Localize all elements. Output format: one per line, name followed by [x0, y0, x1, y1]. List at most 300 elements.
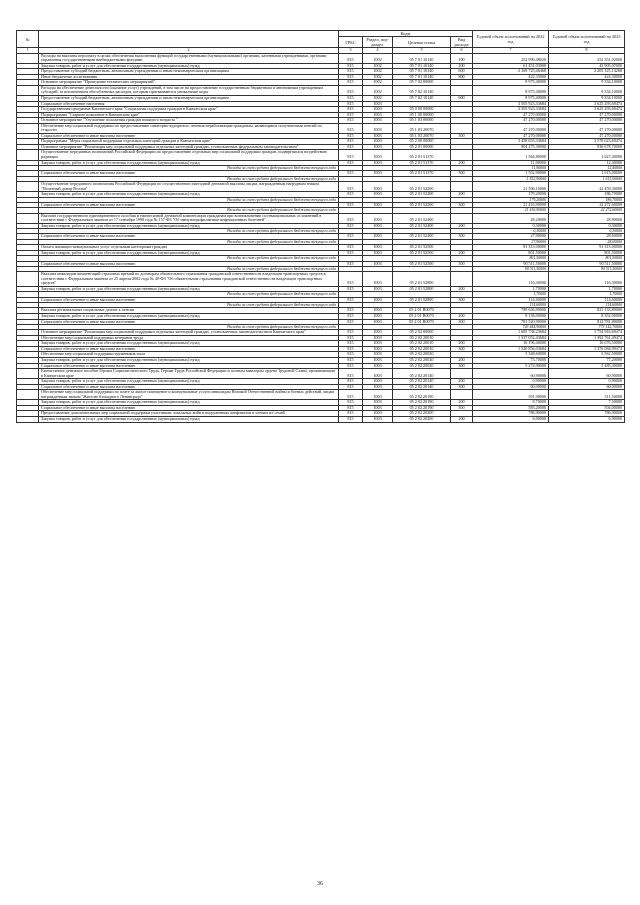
row-name: Основное мероприятие "Реализация мер социальной поддержки отдельных категорий граждан, установленных законодательством Камчатского края" [39, 330, 339, 336]
row-name: Социальное обеспечение и иные выплаты населению [39, 261, 339, 267]
row-section: 1003 [363, 150, 393, 160]
row-amount-2023: 511,50000 [549, 390, 625, 400]
row-name: Осуществление переданного полномочия Российской Федерации по осуществлению ежегодной денежной выплаты лицам, награжденным нагрудным знаком "Почетный донор России" [39, 182, 339, 192]
row-section: 1003 [363, 319, 393, 325]
row-amount-2023: 12,40000 [549, 166, 625, 171]
row-target: 05 2 00 00000 [393, 139, 451, 145]
row-target: 05 2 02 20140 [393, 379, 451, 385]
row-amount-2022: 47 270,00000 [473, 123, 549, 133]
row-exp-type [451, 272, 473, 287]
row-grbs: 815 [339, 69, 363, 75]
row-amount-2022: 786,90000 [473, 411, 549, 417]
row-amount-2023: 821 133,80000 [549, 308, 625, 314]
header-amount-2023: Годовой объем ассигнований на 2023 год [549, 31, 625, 48]
row-amount-2023: 424,30000 [549, 74, 625, 80]
row-name: Расходы за счет средств федерального бюджета текущего года [39, 197, 339, 202]
row-amount-2023: 3 625 293,69474 [549, 107, 625, 113]
row-exp-type [451, 213, 473, 223]
row-target: 05 1 03 00000 [393, 118, 451, 124]
row-grbs: 815 [339, 379, 363, 385]
row-section: 1003 [363, 272, 393, 287]
row-grbs: 815 [339, 341, 363, 347]
row-target: 05 7 01 10140 [393, 74, 451, 80]
header-section: Раздел, под-раздел [363, 37, 393, 48]
column-index: 5 [393, 48, 451, 54]
row-amount-2023: 504,00000 [549, 405, 625, 411]
row-amount-2023: 786,90000 [549, 411, 625, 417]
row-amount-2023: 6,90000 [549, 417, 625, 423]
row-amount-2023: 47 270,00000 [549, 133, 625, 139]
row-amount-2023: 28,90000 [549, 213, 625, 223]
row-name: Предоставление дополнительных мер социальной поддержки участникам локальных войн и вооруженных конфликтов и членам их семей [39, 411, 339, 417]
column-index: 1 [17, 48, 39, 54]
row-exp-type: 300 [451, 297, 473, 303]
row-amount-2022: 801,50000 [473, 250, 549, 256]
row-amount-2022: 6,90000 [473, 417, 549, 423]
row-exp-type [451, 85, 473, 95]
row-section: 1003 [363, 261, 393, 267]
row-section: 1003 [363, 357, 393, 363]
row-amount-2023: 186,70000 [549, 197, 625, 202]
table-row [17, 369, 625, 379]
row-name: Закупка товаров, работ и услуг для обеспечения государственных (муниципальных) нужд [39, 400, 339, 406]
row-exp-type: 800 [451, 74, 473, 80]
row-amount-2022: 1 552,90000 [473, 176, 549, 181]
row-target: 05 2 01 51370 [393, 160, 451, 166]
row-amount-2022: 8 975,40000 [473, 95, 549, 101]
row-name: Выплата инвалидам компенсаций страховых премий по договорам обязательного страхования гражданской ответственности владельцев транспортных средств в соответствии с Федеральным законом от 25 апреля 2002 года № 40-ФЗ "Об обязательном страховании гражданской ответственности владельцев транспортных средств" [39, 272, 339, 287]
header-num: № [17, 31, 39, 48]
row-name: Расходы за счет средств федерального бюджета текущего года [39, 325, 339, 330]
row-amount-2023: 773 142,70000 [549, 325, 625, 330]
row-target: 05 2 02 20020 [393, 357, 451, 363]
row-section: 1003 [363, 234, 393, 240]
row-amount-2022: 91 313,00000 [473, 245, 549, 251]
row-target: 05 0 00 00000 [393, 107, 451, 113]
row-amount-2022: 1,70000 [473, 286, 549, 292]
row-section: 1003 [363, 101, 393, 107]
row-amount-2022: 591,90000 [473, 390, 549, 400]
row-exp-type: 200 [451, 357, 473, 363]
row-amount-2022: 5 348,60000 [473, 352, 549, 358]
row-amount-2022: 743 444,90000 [473, 325, 549, 330]
row-exp-type: 300 [451, 261, 473, 267]
row-exp-type [451, 369, 473, 379]
row-target: 05 7 01 10140 [393, 69, 451, 75]
row-amount-2022: 1 320 856,03684 [473, 346, 549, 352]
row-amount-2022: 1 685 738,23684 [473, 330, 549, 336]
header-exp-type: Вид расхода [451, 37, 473, 48]
page-number: 36 [317, 881, 323, 887]
row-name: Закупка товаров, работ и услуг для обеспечения государственных (муниципальных) нужд [39, 313, 339, 319]
row-section: 1003 [363, 417, 393, 423]
row-grbs: 815 [339, 144, 363, 150]
row-amount-2023: 2 205 125,14268 [549, 69, 625, 75]
row-section: 1002 [363, 95, 393, 101]
row-section: 1003 [363, 308, 393, 314]
row-target: 05 2 01 R0070 [393, 313, 451, 319]
row-grbs: 815 [339, 308, 363, 314]
row-target: 05 2 02 20190 [393, 400, 451, 406]
row-name: Предоставление субсидий бюджетным, автономным учреждениям и иным некоммерческим организациям [39, 95, 339, 101]
row-exp-type: 100 [451, 53, 473, 63]
row-name: Социальное обеспечение и иные выплаты населению [39, 405, 339, 411]
row-exp-type: 300 [451, 319, 473, 325]
row-section: 1003 [363, 379, 393, 385]
row-target: 05 2 01 52400 [393, 223, 451, 229]
table-row [17, 272, 625, 287]
row-amount-2023: 12,40000 [549, 160, 625, 166]
row-name: Обеспечение мер социальной поддержки по предоставлению санаторно-курортного лечения неработающим гражданам, являющимся получателями пенсий по старости [39, 123, 339, 133]
row-section: 1002 [363, 74, 393, 80]
row-amount-2023: 47 270,00000 [549, 112, 625, 118]
row-name: Социальное обеспечение и иные выплаты населению [39, 346, 339, 352]
table-row [17, 213, 625, 223]
row-amount-2022: 90 511,50000 [473, 267, 549, 272]
row-amount-2023: 9 334,10000 [549, 85, 625, 95]
row-amount-2022: 21 416,90000 [473, 208, 549, 213]
row-target: 05 2 01 52400 [393, 234, 451, 240]
row-number [17, 182, 39, 192]
row-amount-2023: 1 754 916,69474 [549, 330, 625, 336]
row-grbs: 815 [339, 101, 363, 107]
row-target: 05 2 01 52500 [393, 261, 451, 267]
row-amount-2023: 90 511,50000 [549, 261, 625, 267]
row-target: 05 2 01 R0070 [393, 308, 451, 314]
row-name: Выплата региональных социальных доплат к пенсии [39, 308, 339, 314]
row-grbs: 815 [339, 245, 363, 251]
row-target: 05 2 01 R0070 [393, 319, 451, 325]
row-exp-type: 200 [451, 160, 473, 166]
row-grbs: 815 [339, 133, 363, 139]
row-amount-2022: 8,70000 [473, 400, 549, 406]
row-number [17, 123, 39, 133]
row-section: 1002 [363, 85, 393, 95]
row-name: Расходы за счет средств федерального бюджета текущего года [39, 292, 339, 297]
row-amount-2023: 5 485,30000 [549, 363, 625, 369]
row-grbs: 815 [339, 53, 363, 63]
row-name: Расходы за счет средств федерального бюджета текущего года [39, 256, 339, 261]
column-index: 3 [339, 48, 363, 54]
row-exp-type: 300 [451, 171, 473, 177]
row-grbs: 815 [339, 171, 363, 177]
row-amount-2022: 11,90000 [473, 160, 549, 166]
row-target: 05 2 02 20200 [393, 411, 451, 417]
row-exp-type: 300 [451, 405, 473, 411]
column-index: 4 [363, 48, 393, 54]
header-row-1 [17, 31, 625, 37]
row-amount-2022: 16 196,40000 [473, 341, 549, 347]
row-grbs: 815 [339, 369, 363, 379]
table-body [17, 53, 625, 422]
row-amount-2023: 1 376 084,99474 [549, 346, 625, 352]
row-grbs: 815 [339, 313, 363, 319]
row-amount-2022: 61 451,03000 [473, 63, 549, 69]
row-amount-2022: 11,90000 [473, 166, 549, 171]
row-target: 05 2 02 20020 [393, 363, 451, 369]
row-grbs: 815 [339, 400, 363, 406]
row-amount-2023: 9 334,10000 [549, 80, 625, 86]
row-amount-2022: 8 975,40000 [473, 85, 549, 95]
row-exp-type: 200 [451, 400, 473, 406]
row-amount-2022: 47 270,00000 [473, 133, 549, 139]
row-grbs: 815 [339, 85, 363, 95]
row-name: Закупка товаров, работ и услуг для обеспечения государственных (муниципальных) нужд [39, 223, 339, 229]
row-target: 05 1 00 00000 [393, 112, 451, 118]
row-section: 1003 [363, 107, 393, 113]
row-section: 1003 [363, 341, 393, 347]
row-grbs: 815 [339, 192, 363, 198]
row-section: 1003 [363, 411, 393, 417]
row-exp-type: 200 [451, 192, 473, 198]
row-exp-type: 300 [451, 363, 473, 369]
row-name: Расходы на обеспечение деятельности (оказание услуг) учреждений, в том числе на предоставление государственным бюджетным и автономным учреждениям субсидий, за исключением обособленных расходов, которым присваиваются уникальные коды [39, 85, 339, 95]
row-name: Закупка товаров, работ и услуг для обеспечения государственных (муниципальных) нужд [39, 417, 339, 423]
row-amount-2022: 801,50000 [473, 256, 549, 261]
row-amount-2022: 904 275,30000 [473, 144, 549, 150]
row-section: 1003 [363, 213, 393, 223]
column-index: 2 [39, 48, 339, 54]
header-name-blank [39, 31, 339, 48]
row-name: Предоставление субсидий бюджетным, автономным учреждениям и иным некоммерческим организациям [39, 69, 339, 75]
row-target: 05 2 01 52200 [393, 202, 451, 208]
row-amount-2023: 28,60000 [549, 234, 625, 240]
row-section: 1003 [363, 313, 393, 319]
row-section: 1003 [363, 335, 393, 341]
row-name: Расходы за счет средств федерального бюджета текущего года [39, 267, 339, 272]
row-section: 1003 [363, 250, 393, 256]
row-grbs: 815 [339, 405, 363, 411]
row-section: 1003 [363, 363, 393, 369]
row-amount-2023: 801,50000 [549, 250, 625, 256]
row-target: 05 7 02 10140 [393, 85, 451, 95]
row-amount-2022: 179,20000 [473, 192, 549, 198]
row-section: 1003 [363, 202, 393, 208]
row-grbs: 815 [339, 390, 363, 400]
header-amount-2022: Годовой объем ассигнований на 2022 год [473, 31, 549, 48]
row-number [17, 150, 39, 160]
row-exp-type: 600 [451, 95, 473, 101]
row-amount-2023: 1,70000 [549, 286, 625, 292]
row-name: Закупка товаров, работ и услуг для обеспечения государственных (муниципальных) нужд [39, 286, 339, 292]
row-target: 05 7 01 10140 [393, 53, 451, 63]
row-amount-2023: 9 334,10000 [549, 95, 625, 101]
row-section: 1003 [363, 144, 393, 150]
row-name: Закупка товаров, работ и услуг для обеспечения государственных (муниципальных) нужд [39, 63, 339, 69]
row-target: 05 2 01 52800 [393, 272, 451, 287]
row-grbs: 815 [339, 107, 363, 113]
row-grbs: 815 [339, 346, 363, 352]
row-section: 1003 [363, 139, 393, 145]
row-section: 1003 [363, 330, 393, 336]
row-amount-2023: 252 351,02000 [549, 53, 625, 63]
row-section: 1003 [363, 384, 393, 390]
column-index: 6 [451, 48, 473, 54]
row-amount-2022: 114,60000 [473, 303, 549, 308]
row-amount-2022: 1 564,80000 [473, 150, 549, 160]
row-section: 1003 [363, 182, 393, 192]
row-exp-type [451, 123, 473, 133]
row-section: 1003 [363, 352, 393, 358]
row-amount-2023: 22 272,60000 [549, 208, 625, 213]
row-exp-type: 300 [451, 133, 473, 139]
row-section: 1003 [363, 133, 393, 139]
row-grbs: 815 [339, 297, 363, 303]
row-section: 1003 [363, 369, 393, 379]
row-amount-2023: 114,60000 [549, 303, 625, 308]
row-exp-type: 300 [451, 346, 473, 352]
row-exp-type [451, 182, 473, 192]
row-number [17, 369, 39, 379]
row-amount-2022: 1,70000 [473, 292, 549, 297]
row-amount-2023: 47 270,00000 [549, 118, 625, 124]
row-name: Расходы за счет средств федерального бюджета текущего года [39, 303, 339, 308]
row-amount-2022: 8 975,40000 [473, 80, 549, 86]
row-section: 1003 [363, 160, 393, 166]
table-row [17, 123, 625, 133]
row-grbs: 815 [339, 202, 363, 208]
row-target: 05 1 03 20070 [393, 133, 451, 139]
row-target: 05 2 02 20010 [393, 346, 451, 352]
row-section: 1003 [363, 400, 393, 406]
row-grbs: 815 [339, 363, 363, 369]
row-grbs: 815 [339, 139, 363, 145]
row-name: Социальное обеспечение населения [39, 101, 339, 107]
row-number [17, 390, 39, 400]
row-section: 1003 [363, 192, 393, 198]
row-grbs: 815 [339, 272, 363, 287]
row-target: 05 2 01 51370 [393, 150, 451, 160]
row-name: Закупка товаров, работ и услуг для обеспечения государственных (муниципальных) нужд [39, 379, 339, 385]
row-exp-type: 300 [451, 234, 473, 240]
row-amount-2023: 801,50000 [549, 256, 625, 261]
row-section: 1003 [363, 112, 393, 118]
row-amount-2023: 91 313,00000 [549, 245, 625, 251]
row-target: 05 2 02 20190 [393, 405, 451, 411]
row-exp-type: 200 [451, 286, 473, 292]
row-amount-2022: 583,20000 [473, 405, 549, 411]
row-number [17, 213, 39, 223]
row-exp-type: 200 [451, 63, 473, 69]
table-row [17, 390, 625, 400]
table-row [17, 182, 625, 192]
row-amount-2023: 0,30000 [549, 229, 625, 234]
row-amount-2023: 1 615,00000 [549, 171, 625, 177]
row-name: Расходы за счет средств федерального бюджета текущего года [39, 229, 339, 234]
row-amount-2022: 47 270,00000 [473, 118, 549, 124]
row-amount-2023: 116,30000 [549, 272, 625, 287]
row-target: 05 2 01 52800 [393, 297, 451, 303]
row-target: 05 2 02 20200 [393, 417, 451, 423]
row-amount-2022: 3 505 923,33684 [473, 107, 549, 113]
row-target: 05 2 01 52500 [393, 245, 451, 251]
row-name: Обеспечение мер социальной поддержки тружеников тыла [39, 352, 339, 358]
row-target: 05 2 02 00000 [393, 330, 451, 336]
row-exp-type: 200 [451, 341, 473, 347]
row-name: Закупка товаров, работ и услуг для обеспечения государственных (муниципальных) нужд [39, 341, 339, 347]
column-index: 7 [473, 48, 549, 54]
row-name: Закупка товаров, работ и услуг для обеспечения государственных (муниципальных) нужд [39, 250, 339, 256]
row-name: Социальное обеспечение и иные выплаты населению [39, 319, 339, 325]
row-exp-type: 200 [451, 379, 473, 385]
row-number [17, 272, 39, 287]
row-grbs: 815 [339, 112, 363, 118]
row-name: Социальное обеспечение и иные выплаты населению [39, 297, 339, 303]
row-grbs: 815 [339, 417, 363, 423]
row-amount-2023: 3 625 293,69474 [549, 101, 625, 107]
row-amount-2023: 812 781,80000 [549, 319, 625, 325]
row-amount-2022: 114,60000 [473, 297, 549, 303]
row-grbs: 815 [339, 319, 363, 325]
row-amount-2023: 5 562,50000 [549, 352, 625, 358]
row-amount-2022: 21 596,10000 [473, 182, 549, 192]
row-grbs: 815 [339, 182, 363, 192]
row-exp-type: 300 [451, 384, 473, 390]
row-grbs: 815 [339, 150, 363, 160]
row-amount-2022: 3 458 653,33684 [473, 139, 549, 145]
row-name: Обеспечение мер социальной поддержки ветеранов труда [39, 335, 339, 341]
row-exp-type: 200 [451, 313, 473, 319]
row-section: 1003 [363, 118, 393, 124]
row-amount-2022: 179,20000 [473, 197, 549, 202]
budget-table [16, 30, 625, 423]
row-amount-2022: 0,30000 [473, 223, 549, 229]
row-amount-2023: 8 352,00000 [549, 313, 625, 319]
row-target: 05 2 02 20140 [393, 369, 451, 379]
row-name: Основное мероприятие "Проведение технических мероприятий" [39, 80, 339, 86]
row-name: Закупка товаров, работ и услуг для обеспечения государственных (муниципальных) нужд [39, 192, 339, 198]
row-target: 05 2 02 20190 [393, 390, 451, 400]
row-exp-type: 200 [451, 417, 473, 423]
row-amount-2023: 186,70000 [549, 192, 625, 198]
row-section: 1003 [363, 245, 393, 251]
row-amount-2022: 116,30000 [473, 272, 549, 287]
row-section: 1002 [363, 80, 393, 86]
row-exp-type: 200 [451, 250, 473, 256]
row-grbs: 815 [339, 384, 363, 390]
row-name: Социальное обеспечение и иные выплаты населению [39, 363, 339, 369]
row-amount-2023: 1 392 761,49474 [549, 335, 625, 341]
row-amount-2022: 8 136,00000 [473, 313, 549, 319]
row-target: 05 2 01 52500 [393, 250, 451, 256]
row-amount-2022: 28,20000 [473, 213, 549, 223]
column-index: 8 [549, 48, 625, 54]
row-name: Социальное обеспечение и иные выплаты населению [39, 234, 339, 240]
row-target: 05 7 02 10140 [393, 95, 451, 101]
header-grbs: ГРБС [339, 37, 363, 48]
row-name: Основное мероприятие "Реализация мер социальной поддержки отдельных категорий граждан, установленных федеральным законодательством" [39, 144, 339, 150]
row-amount-2022: 422,33000 [473, 74, 549, 80]
row-section: 1003 [363, 346, 393, 352]
row-target: 05 2 01 52400 [393, 213, 451, 223]
row-target: 05 2 02 20010 [393, 335, 451, 341]
header-codes: Коды [339, 31, 473, 37]
row-name: Социальное обеспечение и иные выплаты населению [39, 171, 339, 177]
row-name: Закупка товаров, работ и услуг для обеспечения государственных (муниципальных) нужд [39, 357, 339, 363]
table-row [17, 85, 625, 95]
row-name: Иные бюджетные ассигнования [39, 74, 339, 80]
row-grbs: 815 [339, 286, 363, 292]
row-number [17, 85, 39, 95]
row-name: Основное мероприятие "Улучшение положения граждан пожилого возраста " [39, 118, 339, 124]
row-grbs: 815 [339, 223, 363, 229]
row-grbs: 815 [339, 250, 363, 256]
row-grbs: 815 [339, 123, 363, 133]
row-target: 05 2 02 20020 [393, 352, 451, 358]
row-amount-2022: 60,00000 [473, 384, 549, 390]
row-amount-2023: 60,00000 [549, 384, 625, 390]
row-section: 1003 [363, 405, 393, 411]
